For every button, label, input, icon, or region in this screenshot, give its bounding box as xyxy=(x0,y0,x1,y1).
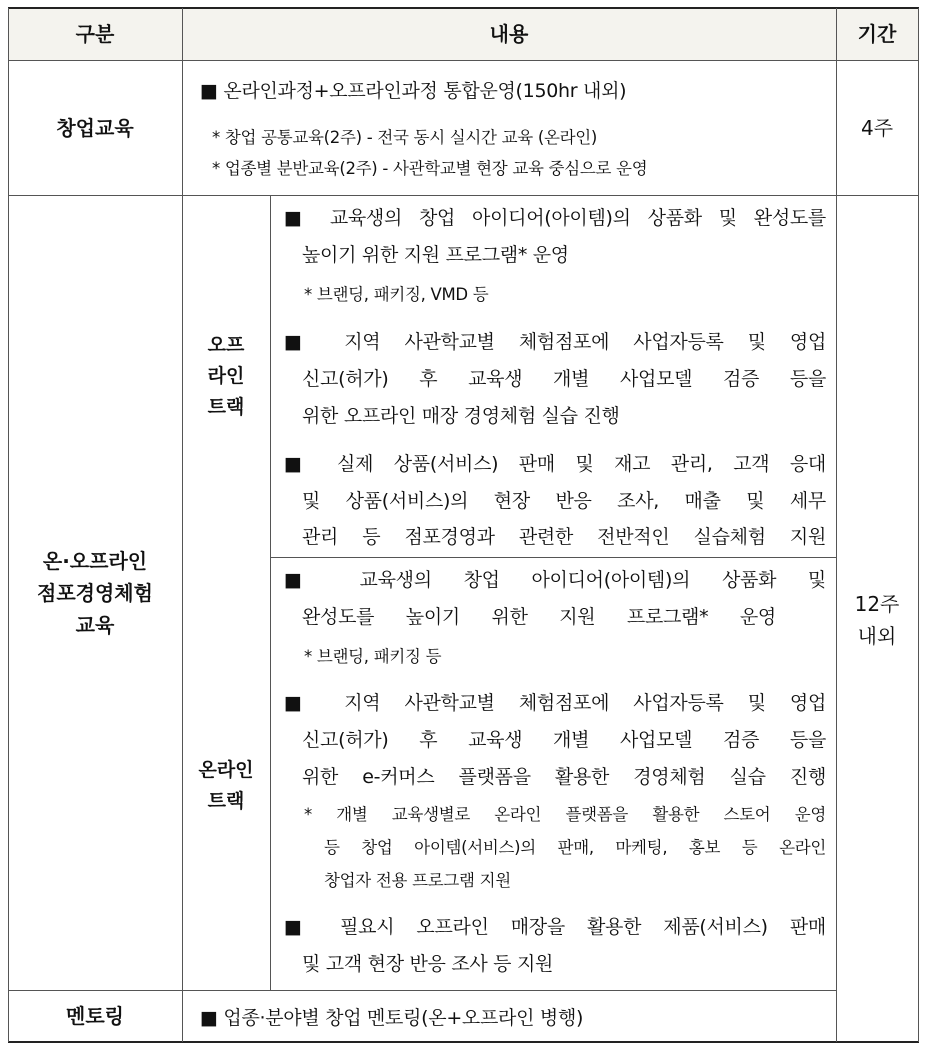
divider xyxy=(270,195,271,990)
store-category-line: 점포경영체험 xyxy=(37,580,153,605)
divider xyxy=(8,195,918,196)
label-line: 트랙 xyxy=(207,395,245,418)
label-line: 트랙 xyxy=(207,790,245,812)
offline-l7: ■ 실제 상품(서비스) 판매 및 재고 관리, 고객 응대 xyxy=(284,453,826,475)
online-n3: 창업자 전용 프로그램 지원 xyxy=(324,871,511,890)
offline-l5: 신고(허가) 후 교육생 개별 사업모델 검증 등을 xyxy=(302,368,826,390)
online-l1: ■ 교육생의 창업 아이디어(아이템)의 상품화 및 xyxy=(284,569,826,591)
online-n1: * 개별 교육생별로 온라인 플랫폼을 활용한 스토어 운영 xyxy=(304,805,826,824)
store-category-line: 교육 xyxy=(75,612,115,637)
online-l8: 및 고객 현장 반응 조사 등 지원 xyxy=(302,953,554,975)
startup-period: 4주 xyxy=(860,115,894,140)
online-l2: 완성도를 높이기 위한 지원 프로그램* 운영 xyxy=(302,606,776,628)
period-line: 12주 xyxy=(854,592,900,616)
offline-l4: ■ 지역 사관학교별 체험점포에 사업자등록 및 영업 xyxy=(284,331,826,353)
online-track-label xyxy=(182,557,270,990)
header-content: 내용 xyxy=(489,22,529,46)
online-l6: 위한 e-커머스 플랫폼을 활용한 경영체험 실습 진행 xyxy=(302,766,826,788)
border xyxy=(8,7,919,9)
online-l4: ■ 지역 사관학교별 체험점포에 사업자등록 및 영업 xyxy=(284,692,826,714)
store-category xyxy=(8,195,182,990)
header-period: 기간 xyxy=(857,22,897,46)
divider xyxy=(836,8,837,1042)
offline-l3: * 브랜딩, 패키징, VMD 등 xyxy=(304,285,489,304)
period-line: 내외 xyxy=(857,624,897,648)
label-line: 라인 xyxy=(207,364,245,387)
border xyxy=(918,8,919,1042)
startup-category: 창업교육 xyxy=(56,115,134,140)
online-l7: ■ 필요시 오프라인 매장을 활용한 제품(서비스) 판매 xyxy=(284,916,826,938)
offline-l1: ■ 교육생의 창업 아이디어(아이템)의 상품화 및 완성도를 xyxy=(284,207,826,229)
startup-note-2: * 업종별 분반교육(2주) - 사관학교별 현장 교육 중심으로 운영 xyxy=(212,159,648,178)
border xyxy=(8,1041,919,1043)
divider xyxy=(8,60,918,61)
mentoring-main: ■ 업종·분야별 창업 멘토링(온+오프라인 병행) xyxy=(200,1007,584,1029)
online-l3: * 브랜딩, 패키징 등 xyxy=(304,647,442,666)
offline-l8: 및 상품(서비스)의 현장 반응 조사, 매출 및 세무 xyxy=(302,490,826,512)
label-line: 온라인 xyxy=(198,759,254,781)
divider xyxy=(8,990,836,991)
mentoring-category: 멘토링 xyxy=(66,1004,124,1028)
header-category: 구분 xyxy=(75,22,115,46)
offline-track-label xyxy=(182,195,270,557)
startup-main: ■ 온라인과정+오프라인과정 통합운영(150hr 내외) xyxy=(200,80,627,102)
startup-note-1: * 창업 공통교육(2주) - 전국 동시 실시간 교육 (온라인) xyxy=(212,128,598,147)
divider xyxy=(270,557,836,558)
label-line: 오프 xyxy=(207,333,245,356)
border xyxy=(8,8,9,1042)
offline-l6: 위한 오프라인 매장 경영체험 실습 진행 xyxy=(302,405,620,427)
divider xyxy=(182,8,183,1042)
offline-l9: 관리 등 점포경영과 관련한 전반적인 실습체험 지원 xyxy=(302,526,826,548)
offline-l2: 높이기 위한 지원 프로그램* 운영 xyxy=(302,244,569,266)
online-n2: 등 창업 아이템(서비스)의 판매, 마케팅, 홍보 등 온라인 xyxy=(324,838,826,857)
store-period xyxy=(836,580,918,660)
online-l5: 신고(허가) 후 교육생 개별 사업모델 검증 등을 xyxy=(302,729,826,751)
store-category-line: 온·오프라인 xyxy=(42,548,148,573)
